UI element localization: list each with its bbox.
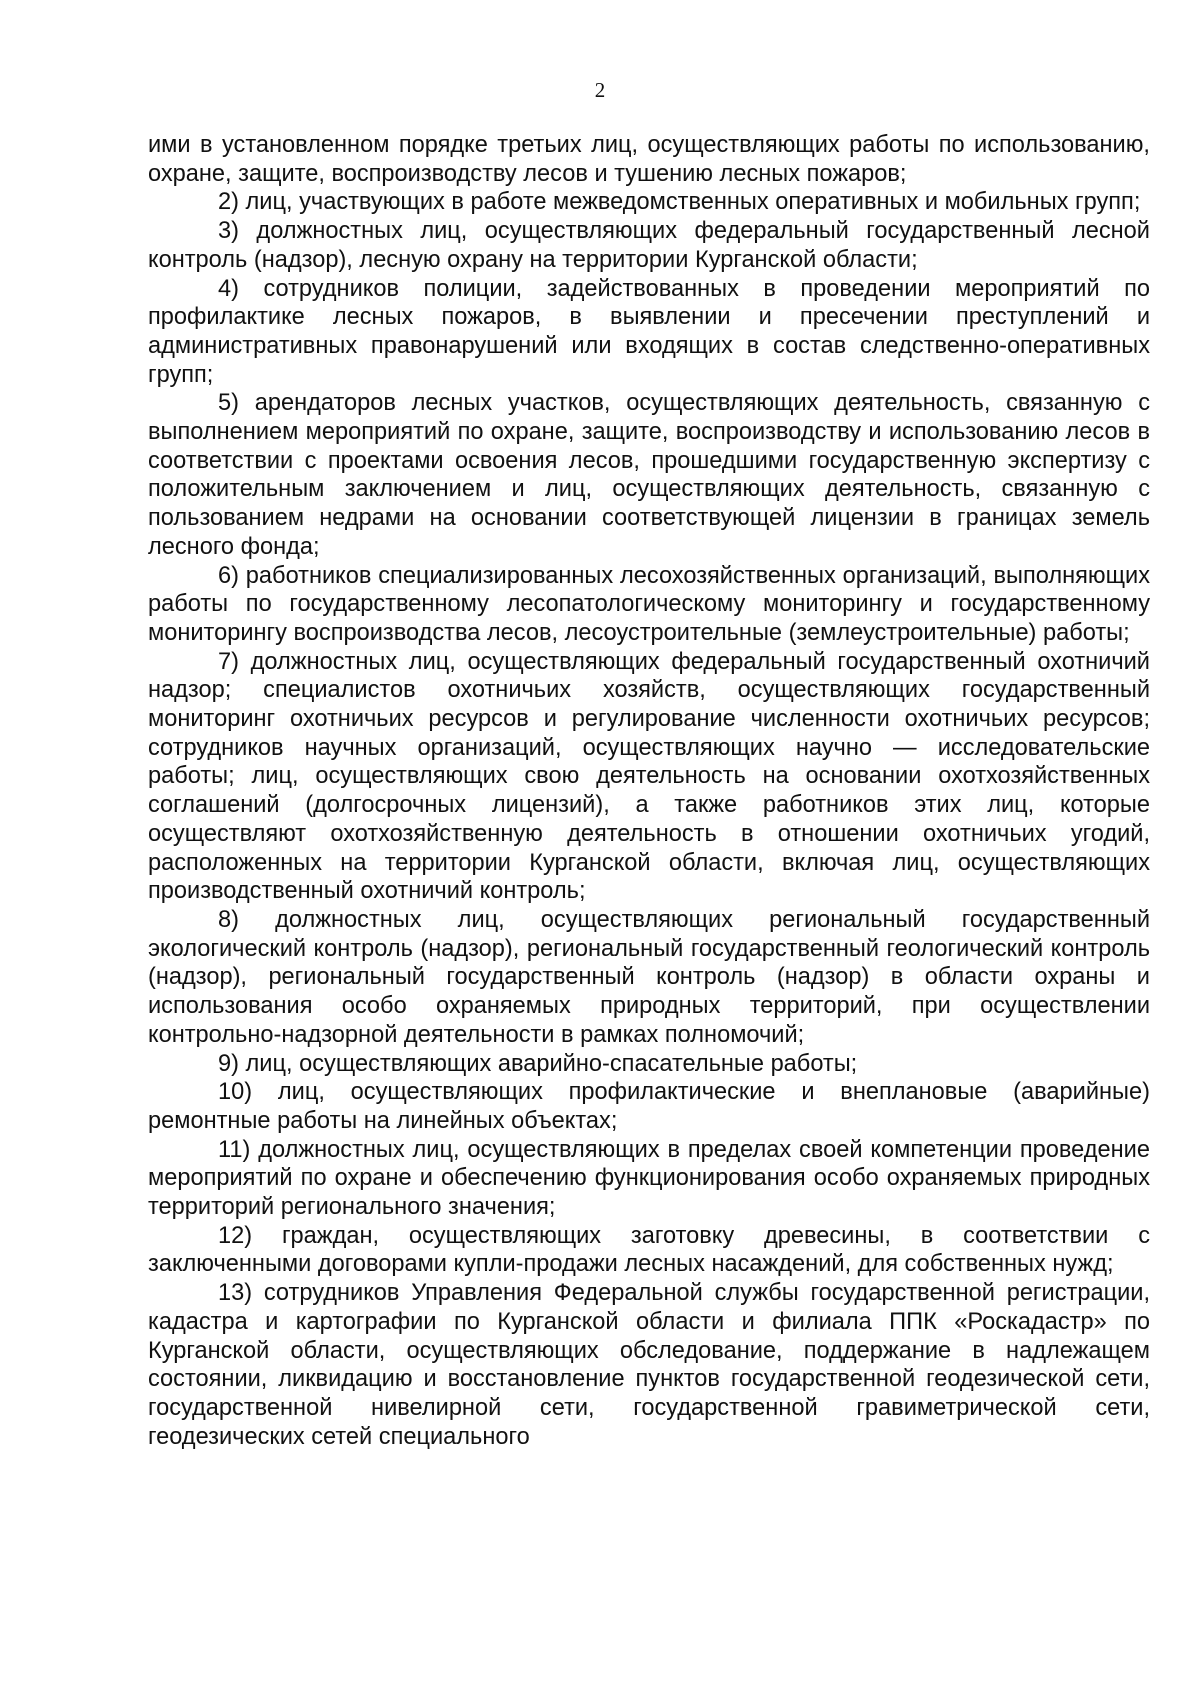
- list-item-9: 9) лиц, осуществляющих аварийно-спасательные работы;: [218, 1050, 858, 1077]
- list-item-4: 4) сотрудников полиции, задействованных в проведении мероприятий по профилактике лесных пожаров, в выявлении и пресечении преступлений и административных правонарушений или входящих в состав следственно-оперативных групп;: [148, 275, 1150, 388]
- list-item-13: 13) сотрудников Управления Федеральной службы государственной регистрации, кадастра и картографии по Курганской области и филиала ППК «Роскадастр» по Курганской области, осуществляющих обследование, поддержание в надлежащем состоянии, ликвидацию и восстановление пунктов государственной геодезической сети, государственной нивелирной сети, государственной гравиметрической сети, геодезических сетей специального: [148, 1280, 1150, 1450]
- list-item-8: 8) должностных лиц, осуществляющих региональный государственный экологический контроль (надзор), региональный государственный геологический контроль (надзор), региональный государственный контроль (надзор) в области охраны и использования особо охраняемых природных территорий, при осуществлении контрольно-надзорной деятельности в рамках полномочий;: [148, 906, 1150, 1048]
- list-item-11: 11) должностных лиц, осуществляющих в пределах своей компетенции проведение мероприятий по охране и обеспечению функционирования особо охраняемых природных территорий регионального значения;: [148, 1136, 1150, 1221]
- list-item-2: 2) лиц, участвующих в работе межведомственных оперативных и мобильных групп;: [218, 189, 1141, 216]
- paragraph-continuation: ими в установленном порядке третьих лиц, осуществляющих работы по использованию, охране, защите, воспроизводству лесов и тушению лесных пожаров;: [148, 132, 1150, 187]
- list-item-5: 5) арендаторов лесных участков, осуществляющих деятельность, связанную с выполнением мероприятий по охране, защите, воспроизводству и использованию лесов в соответствии с проектами освоения лесов, прошедшими государственную экспертизу с положительным заключением и лиц, осуществляющих деятельность, связанную с пользованием недрами на основании соответствующей лицензии в границах земель лесного фонда;: [148, 390, 1150, 560]
- document-body: [148, 131, 1150, 1451]
- list-item-7: 7) должностных лиц, осуществляющих федеральный государственный охотничий надзор; специалистов охотничьих хозяйств, осуществляющих государственный мониторинг охотничьих ресурсов и регулирование численности охотничьих ресурсов; сотрудников научных организаций, осуществляющих научно — исследовательские работы; лиц, осуществляющих свою деятельность на основании охотхозяйственных соглашений (долгосрочных лицензий), а также работников этих лиц, которые осуществляют охотхозяйственную деятельность в отношении охотничьих угодий, расположенных на территории Курганской области, включая лиц, осуществляющих производственный охотничий контроль;: [148, 648, 1150, 905]
- page-number: 2: [594, 78, 606, 102]
- list-item-6: 6) работников специализированных лесохозяйственных организаций, выполняющих работы по государственному лесопатологическому мониторингу и государственному мониторингу воспроизводства лесов, лесоустроительные (землеустроительные) работы;: [148, 562, 1150, 646]
- list-item-3: 3) должностных лиц, осуществляющих федеральный государственный лесной контроль (надзор), лесную охрану на территории Курганской области;: [148, 218, 1150, 273]
- list-item-10: 10) лиц, осуществляющих профилактические и внеплановые (аварийные) ремонтные работы на линейных объектах;: [148, 1079, 1150, 1134]
- list-item-12: 12) граждан, осуществляющих заготовку древесины, в соответствии с заключенными договорами купли-продажи лесных насаждений, для собственных нужд;: [148, 1222, 1150, 1278]
